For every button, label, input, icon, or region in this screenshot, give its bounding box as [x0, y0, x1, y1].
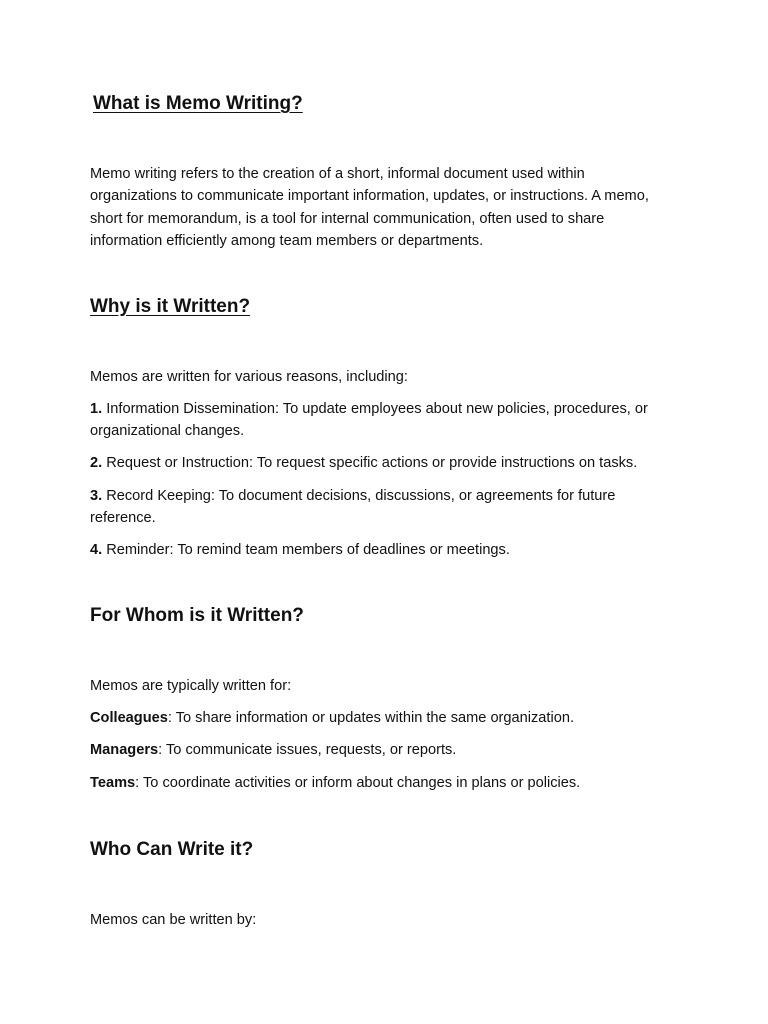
list-item-teams	[90, 772, 675, 794]
list-item-text: : To coordinate activities or inform about changes in plans or policies.	[135, 775, 581, 791]
list-item-text: Reminder: To remind team members of deadlines or meetings.	[102, 542, 510, 558]
list-number: 1.	[90, 401, 103, 417]
list-item-text: Request or Instruction: To request specific actions or provide instructions on tasks.	[102, 455, 638, 471]
paragraph-why-intro: Memos are written for various reasons, including:	[90, 369, 408, 385]
paragraph-who-intro: Memos can be written by:	[90, 912, 257, 928]
list-item-text: : To share information or updates within the same organization.	[167, 710, 575, 726]
heading-who-can-write-it: Who Can Write it?	[90, 839, 254, 860]
heading-what-is-memo-writing: What is Memo Writing?	[93, 93, 303, 114]
list-item-reason-1	[90, 398, 675, 443]
list-item-reason-2	[90, 452, 675, 474]
list-item-reason-4	[90, 539, 675, 561]
list-item-text: : To communicate issues, requests, or reports.	[158, 742, 457, 758]
heading-why-is-it-written: Why is it Written?	[90, 296, 251, 317]
paragraph-memo-definition: Memo writing refers to the creation of a short, informal document used within organizations to communicate important information, updates, or instructions. A memo, short for memorandum, is a tool for internal communication, often used to share information efficiently among team members or departments.	[90, 166, 649, 249]
list-item-text: Information Dissemination: To update employees about new policies, procedures, or organizational changes.	[90, 401, 648, 440]
list-number: 2.	[90, 455, 103, 471]
list-item-colleagues	[90, 707, 675, 729]
heading-for-whom-is-it-written: For Whom is it Written?	[90, 605, 304, 626]
list-number: 3.	[90, 488, 103, 504]
paragraph-whom-intro: Memos are typically written for:	[90, 678, 292, 694]
list-term: Managers	[90, 742, 159, 758]
list-item-reason-3	[90, 485, 675, 530]
list-item-text: Record Keeping: To document decisions, discussions, or agreements for future reference.	[90, 488, 616, 527]
list-number: 4.	[90, 542, 103, 558]
list-term: Teams	[90, 775, 136, 791]
list-item-managers	[90, 739, 675, 761]
list-term: Colleagues	[90, 710, 168, 726]
